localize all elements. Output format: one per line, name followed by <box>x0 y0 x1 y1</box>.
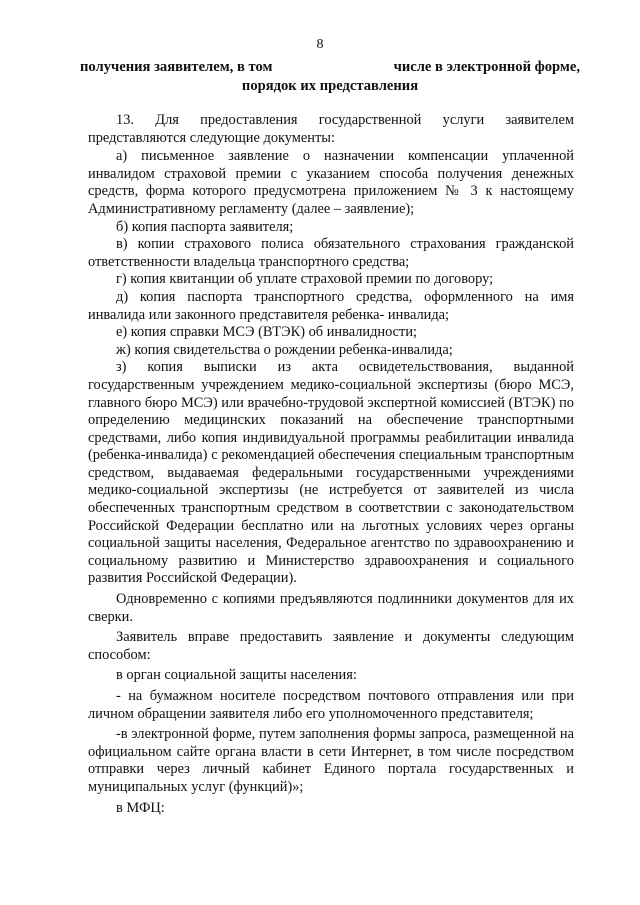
item-a: а) письменное заявление о назначении компенсации уплаченной инвалидом страховой премии с указанием способа получения денежных средств, форма которого предусмотрена приложением № 3 к настоящему Административному регламенту (далее – заявление); <box>88 148 574 217</box>
heading-line-1 <box>80 58 580 77</box>
item-e: е) копия справки МСЭ (ВТЭК) об инвалидности; <box>116 324 418 341</box>
item-b: б) копия паспорта заявителя; <box>116 218 294 235</box>
heading-line-1-right: числе в электронной форме, <box>393 59 580 75</box>
item-v: в) копии страхового полиса обязательного страхования гражданской ответственности владельца транспортного средства; <box>88 236 574 270</box>
page-number: 8 <box>316 37 324 52</box>
paragraph-originals: Одновременно с копиями предъявляются подлинники документов для их сверки. <box>88 591 574 625</box>
section-heading <box>80 58 580 96</box>
item-g: г) копия квитанции об уплате страховой премии по договору; <box>116 271 494 288</box>
paragraph-paper: - на бумажном носителе посредством почтового отправления или при личном обращении заявителя либо его уполномоченного представителя; <box>88 688 574 722</box>
item-z: з) копия выписки из акта освидетельствования, выданной государственным учреждением медико-социальной экспертизы (бюро МСЭ, главного бюро МСЭ) или врачебно-трудовой экспертной комиссией (ВТЭК) по определению медицинских показаний на обеспечение транспортными средствами, либо копия индивидуальной программы реабилитации инвалида (ребенка-инвалида) с рекомендацией обеспечения специальным транспортным средством, выдаваемая федеральными государственными учреждениями медико-социальной экспертизы (не истребуется от заявителей из числа обеспеченных транспортным средством в соответствии с законодательством Российской Федерации бесплатно или на льготных условиях через органы социальной защиты населения, Федеральное агентство по здравоохранению и социальному развитию и Министерство здравоохранения и социального развития Российской Федерации). <box>88 359 574 587</box>
paragraph-submission-method: Заявитель вправе предоставить заявление и документы следующим способом: <box>88 629 574 663</box>
paragraph-13: 13. Для предоставления государственной услуги заявителем представляются следующие документы: <box>88 112 574 146</box>
document-body <box>88 112 574 817</box>
heading-line-2: порядок их представления <box>241 78 419 94</box>
item-d: д) копия паспорта транспортного средства, оформленного на имя инвалида или законного представителя ребенка- инвалида; <box>88 288 574 323</box>
paragraph-electronic: -в электронной форме, путем заполнения формы запроса, размещенной на официальном сайте органа власти в сети Интернет, в том числе посредством отправки через личный кабинет Единого портала государственных и муниципальных услуг (функций)»; <box>88 726 574 795</box>
item-zh: ж) копия свидетельства о рождении ребенка-инвалида; <box>116 341 453 358</box>
paragraph-social-protection: в орган социальной защиты населения: <box>116 667 357 684</box>
paragraph-mfc: в МФЦ: <box>116 799 165 816</box>
heading-line-1-left: получения заявителем, в том <box>80 59 273 75</box>
